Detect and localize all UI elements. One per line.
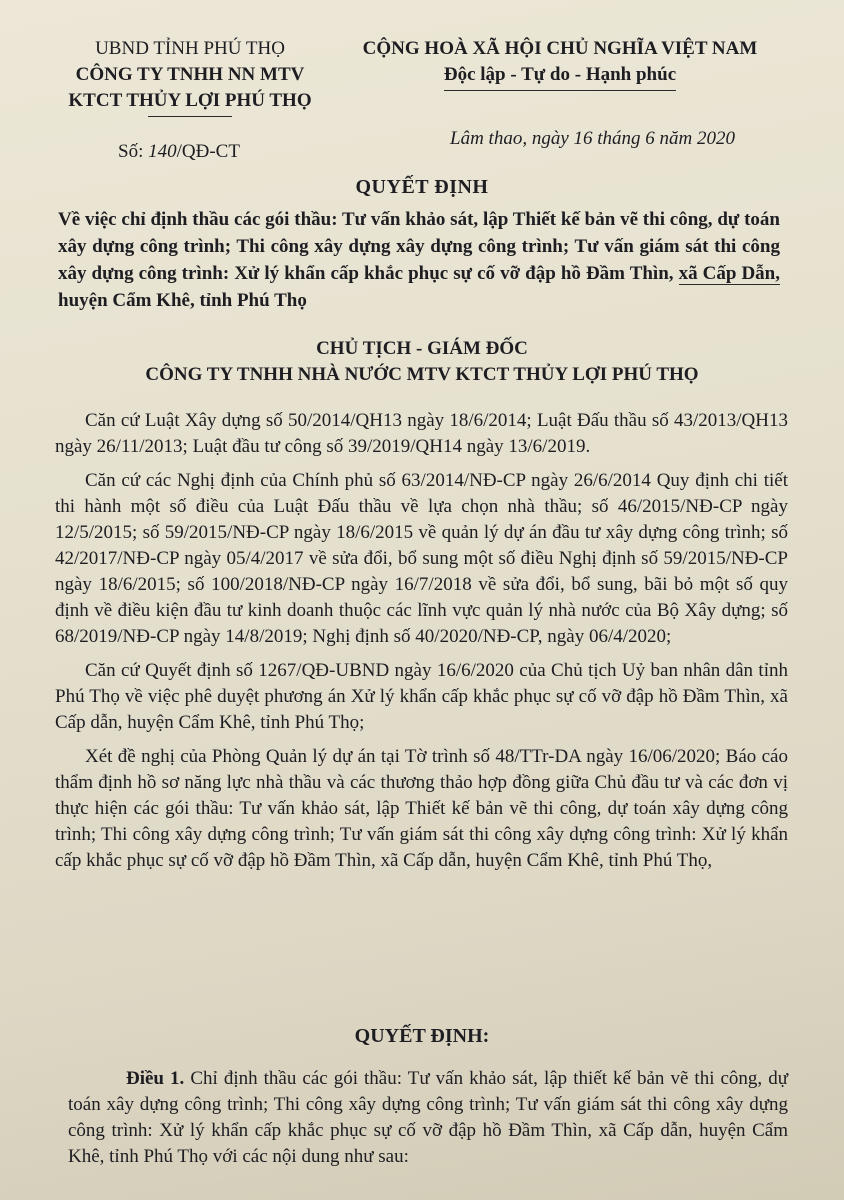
article-1-label: Điều 1.: [126, 1068, 185, 1089]
article-1: [68, 1066, 788, 1170]
decision-heading: QUYẾT ĐỊNH:: [354, 1025, 490, 1047]
document-subject: [58, 206, 780, 314]
article-1-paragraph: [68, 1066, 788, 1170]
signer-line-2: CÔNG TY TNHH NHÀ NƯỚC MTV KTCT THỦY LỢI PHÚ THỌ: [145, 364, 699, 385]
document-number-prefix: Số:: [118, 141, 144, 162]
legal-basis: [55, 408, 788, 882]
issuer-line-1: UBND TỈNH PHÚ THỌ: [95, 38, 285, 59]
paragraph: Xét đề nghị của Phòng Quản lý dự án tại Tờ trình số 48/TTr-DA ngày 16/06/2020; Báo cáo thẩm định hồ sơ năng lực nhà thầu và các thương thảo hợp đồng giữa Chủ đầu tư và các đơn vị thực hiện các gói thầu: Tư vấn khảo sát, lập Thiết kế bản vẽ thi công, dự toán xây dựng công trình; Thi công xây dựng công trình; Tư vấn giám sát thi công xây dựng công trình: Xử lý khẩn cấp khắc phục sự cố vỡ đập hồ Đầm Thìn, xã Cấp dẫn, huyện Cẩm Khê, tỉnh Phú Thọ,: [55, 746, 788, 871]
national-header: [345, 36, 775, 91]
subject-part-2: huyện Cẩm Khê, tỉnh Phú Thọ: [58, 290, 307, 311]
paragraph: Căn cứ Luật Xây dựng số 50/2014/QH13 ngày 18/6/2014; Luật Đấu thầu số 43/2013/QH13 ngày 26/11/2013; Luật đầu tư công số 39/2019/QH14 ngày 13/6/2019.: [55, 410, 788, 457]
issuer-underline: [148, 116, 232, 117]
signer-line-1: CHỦ TỊCH - GIÁM ĐỐC: [316, 338, 528, 359]
signer-authority: [0, 336, 844, 388]
document-number: [118, 141, 240, 163]
article-1-text: Chỉ định thầu các gói thầu: Tư vấn khảo sát, lập thiết kế bản vẽ thi công, dự toán xây dựng công trình; Thi công xây dựng công trình; Tư vấn giám sát thi công xây dựng công trình: Xử lý khẩn cấp khắc phục sự cố vỡ đập hồ Đầm Thìn, xã Cấp dẫn, huyện Cẩm Khê, tỉnh Phú Thọ với các nội dung như sau:: [68, 1068, 789, 1167]
subject-part-1: Về việc chỉ định thầu các gói thầu: Tư vấn khảo sát, lập Thiết kế bản vẽ thi công, dự toán xây dựng công trình; Thi công xây dựng xây dựng công trình; Tư vấn giám sát thi công xây dựng công trình: Xử lý khẩn cấp khắc phục sự cố vỡ đập hồ Đầm Thìn,: [58, 209, 780, 284]
document-number-suffix: /QĐ-CT: [176, 141, 240, 162]
national-title: CỘNG HOÀ XÃ HỘI CHỦ NGHĨA VIỆT NAM: [362, 38, 758, 59]
document-number-value: 140: [148, 141, 177, 162]
paragraph: Căn cứ Quyết định số 1267/QĐ-UBND ngày 16/6/2020 của Chủ tịch Uỷ ban nhân dân tỉnh Phú Thọ về việc phê duyệt phương án Xử lý khẩn cấp khắc phục sự cố vỡ đập hồ Đầm Thìn, xã Cấp dẫn, huyện Cẩm Khê, tỉnh Phú Thọ;: [55, 660, 788, 733]
issuer-line-2: CÔNG TY TNHH NN MTV: [75, 64, 305, 85]
document-title: QUYẾT ĐỊNH: [355, 176, 489, 198]
subject-underlined: xã Cấp Dẫn,: [678, 263, 780, 284]
national-motto: Độc lập - Tự do - Hạnh phúc: [444, 62, 676, 91]
paragraph: Căn cứ các Nghị định của Chính phủ số 63/2014/NĐ-CP ngày 26/6/2014 Quy định chi tiết thi hành một số điều của Luật Đấu thầu về lựa chọn nhà thầu; số 46/2015/NĐ-CP ngày 12/5/2015; số 59/2015/NĐ-CP ngày 18/6/2015 về quản lý dự án đầu tư xây dựng công trình; số 42/2017/NĐ-CP ngày 05/4/2017 về sửa đổi, bổ sung một số điều Nghị định số 59/2015/NĐ-CP ngày 18/6/2015; số 100/2018/NĐ-CP ngày 16/7/2018 về sửa đổi, bổ sung, bãi bỏ một số quy định về điều kiện đầu tư kinh doanh thuộc các lĩnh vực quản lý nhà nước của Bộ Xây dựng; số 68/2019/NĐ-CP ngày 14/8/2019; Nghị định số 40/2020/NĐ-CP, ngày 06/4/2020;: [55, 470, 788, 647]
issuer-header: [40, 36, 340, 117]
issuer-line-3: KTCT THỦY LỢI PHÚ THỌ: [68, 90, 312, 111]
place-date: Lâm thao, ngày 16 tháng 6 năm 2020: [450, 128, 735, 149]
